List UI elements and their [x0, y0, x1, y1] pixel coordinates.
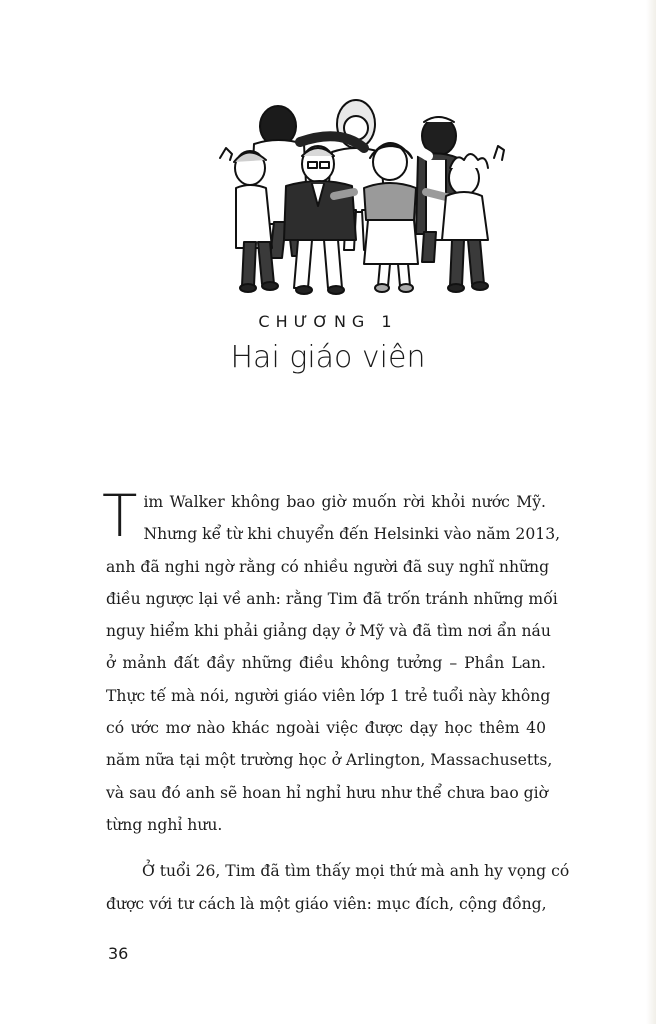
text-line: anh đã nghi ngờ rằng có nhiều người đã suy nghĩ những [106, 557, 550, 576]
text-line: Thực tế mà nói, người giáo viên lớp 1 trẻ tuổi này không [106, 686, 551, 705]
paragraph-1 [102, 482, 561, 841]
text-line: Nhưng kể từ khi chuyển đến Helsinki vào năm 2013, [143, 525, 561, 544]
people-group-illustration [214, 92, 510, 302]
page-number: 36 [108, 944, 129, 963]
drop-cap: T [102, 482, 138, 550]
paragraph-2 [106, 855, 570, 920]
text-line: nguy hiểm khi phải giảng dạy ở Mỹ và đã tìm nơi ẩn náu [106, 622, 551, 641]
text-line: có ước mơ nào khác ngoài việc được dạy học thêm 40 [106, 719, 546, 738]
text-line: ở mảnh đất đầy những điều không tưởng – Phần Lan. [106, 654, 546, 673]
text-line: điều ngược lại về anh: rằng Tim đã trốn tránh những mối [106, 589, 558, 608]
body-text [102, 482, 570, 920]
chapter-label: CHƯƠNG 1 [258, 312, 398, 331]
page-edge-shadow [646, 0, 656, 1024]
text-line: được với tư cách là một giáo viên: mục đích, cộng đồng, [106, 894, 547, 913]
text-line: năm nữa tại một trường học ở Arlington, Massachusetts, [106, 751, 553, 770]
text-line: im Walker không bao giờ muốn rời khỏi nước Mỹ. [143, 493, 546, 511]
text-line: Ở tuổi 26, Tim đã tìm thấy mọi thứ mà anh hy vọng có [142, 862, 570, 881]
text-line: và sau đó anh sẽ hoan hỉ nghỉ hưu như thể chưa bao giờ [106, 783, 549, 802]
chapter-title: Hai giáo viên [230, 340, 426, 375]
text-line: từng nghỉ hưu. [106, 815, 223, 834]
